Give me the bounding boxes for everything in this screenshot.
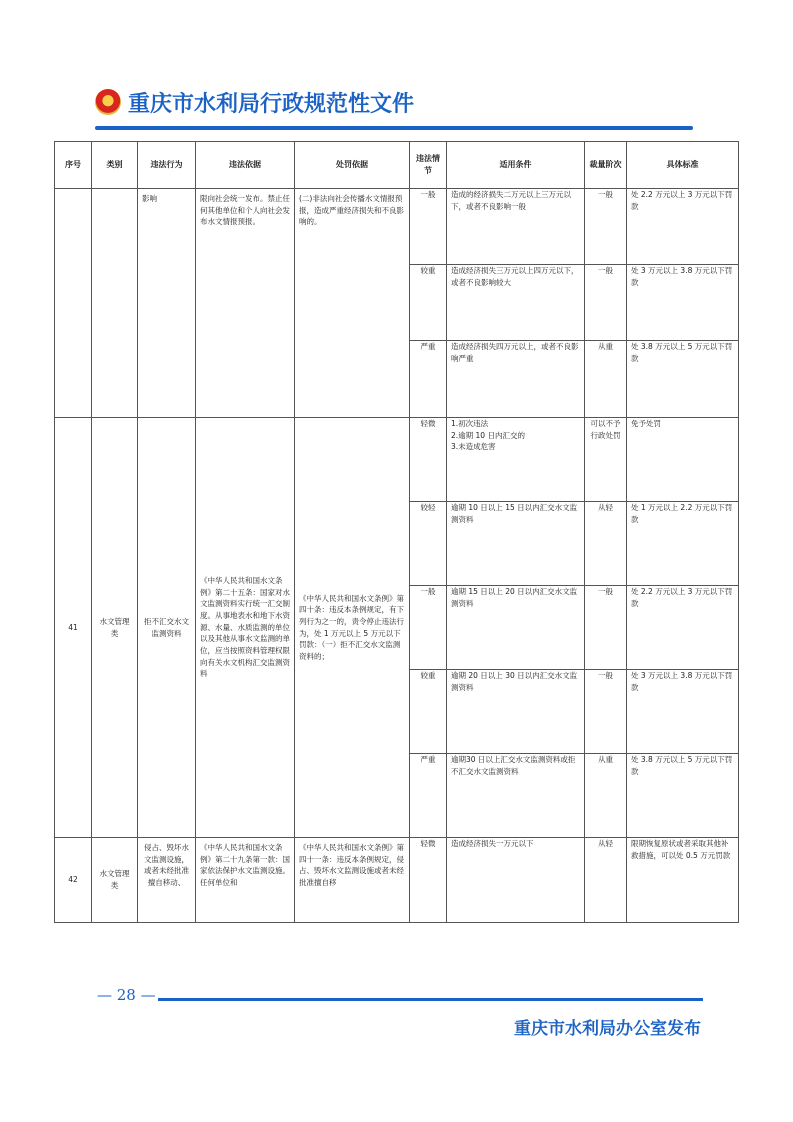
specific-standard: 免予处罚 [627, 418, 739, 502]
applicable-condition: 1.初次违法 2.逾期 10 日内汇交的 3.未造成危害 [447, 418, 585, 502]
discretion-grade: 从轻 [585, 838, 627, 923]
penalty-basis: 《中华人民共和国水文条例》第四十一条：违反本条例规定，侵占、毁坏水文监测设施或者未经批准擅自移 [295, 838, 410, 923]
column-header: 适用条件 [447, 142, 585, 189]
publisher-label: 重庆市水利局办公室发布 [514, 1019, 701, 1039]
column-header: 处罚依据 [295, 142, 410, 189]
column-header: 裁量阶次 [585, 142, 627, 189]
specific-standard: 处 3.8 万元以上 5 万元以下罚款 [627, 341, 739, 418]
table-row [55, 189, 739, 265]
applicable-condition: 逾期 20 日以上 30 日以内汇交水文监测资料 [447, 670, 585, 754]
specific-standard: 处 3 万元以上 3.8 万元以下罚款 [627, 265, 739, 341]
row-number [55, 189, 92, 418]
specific-standard: 处 3.8 万元以上 5 万元以下罚款 [627, 754, 739, 838]
violation-level: 轻微 [410, 838, 447, 923]
violation-level: 严重 [410, 754, 447, 838]
header-title: 重庆市水利局行政规范性文件 [128, 91, 415, 117]
column-header: 序号 [55, 142, 92, 189]
header-rule [95, 126, 693, 130]
discretion-grade: 一般 [585, 265, 627, 341]
applicable-condition: 逾期30 日以上汇交水文监测资料或拒不汇交水文监测资料 [447, 754, 585, 838]
specific-standard: 处 1 万元以上 2.2 万元以下罚款 [627, 502, 739, 586]
page-number [95, 986, 158, 1004]
violation-level: 轻微 [410, 418, 447, 502]
applicable-condition: 造成的经济损失二万元以上三万元以下，或者不良影响一般 [447, 189, 585, 265]
discretion-grade: 一般 [585, 189, 627, 265]
column-header: 违法行为 [138, 142, 196, 189]
specific-standard: 处 2.2 万元以上 3 万元以下罚款 [627, 189, 739, 265]
discretion-grade: 可以不予行政处罚 [585, 418, 627, 502]
applicable-condition: 逾期 15 日以上 20 日以内汇交水文监测资料 [447, 586, 585, 670]
violation-level: 较轻 [410, 502, 447, 586]
applicable-condition: 造成经济损失一万元以下 [447, 838, 585, 923]
table-header-row [55, 142, 739, 189]
violation-level: 一般 [410, 189, 447, 265]
violation-basis: 《中华人民共和国水文条例》第二十九条第一款：国家依法保护水文监测设施。任何单位和 [196, 838, 295, 923]
national-emblem-icon [95, 89, 121, 115]
column-header: 违法依据 [196, 142, 295, 189]
row-number: 42 [55, 838, 92, 923]
violation-level: 严重 [410, 341, 447, 418]
specific-standard: 处 2.2 万元以上 3 万元以下罚款 [627, 586, 739, 670]
row-category: 水文管理类 [92, 838, 138, 923]
table-row [55, 838, 739, 923]
page-number-text: — 28 — [97, 986, 156, 1004]
discretion-grade: 从轻 [585, 502, 627, 586]
applicable-condition: 造成经济损失四万元以上，或者不良影响严重 [447, 341, 585, 418]
table-row [55, 418, 739, 502]
column-header: 违法情节 [410, 142, 447, 189]
violation-level: 较重 [410, 670, 447, 754]
column-header: 具体标准 [627, 142, 739, 189]
penalty-standard-table [54, 141, 739, 923]
discretion-grade: 从重 [585, 341, 627, 418]
row-category: 水文管理类 [92, 418, 138, 838]
violation-level: 一般 [410, 586, 447, 670]
applicable-condition: 逾期 10 日以上 15 日以内汇交水文监测资料 [447, 502, 585, 586]
footer-rule [95, 998, 703, 1001]
penalty-basis: (二)非法向社会传播水文情报预报，造成严重经济损失和不良影响的。 [295, 189, 410, 418]
discretion-grade: 一般 [585, 586, 627, 670]
discretion-grade: 一般 [585, 670, 627, 754]
violation-behavior: 拒不汇交水文监测资料 [138, 418, 196, 838]
column-header: 类别 [92, 142, 138, 189]
violation-behavior: 影响 [138, 189, 196, 418]
violation-basis: 限向社会统一发布。禁止任何其他单位和个人向社会发布水文情报预报。 [196, 189, 295, 418]
discretion-grade: 从重 [585, 754, 627, 838]
violation-behavior: 侵占、毁坏水文监测设施，或者未经批准擅自移动、 [138, 838, 196, 923]
penalty-basis: 《中华人民共和国水文条例》第四十条：违反本条例规定，有下列行为之一的，责令停止违法行为，处 1 万元以上 5 万元以下罚款：（一）拒不汇交水文监测资料的； [295, 418, 410, 838]
applicable-condition: 造成经济损失三万元以上四万元以下，或者不良影响较大 [447, 265, 585, 341]
violation-basis: 《中华人民共和国水文条例》第二十五条：国家对水文监测资料实行统一汇交制度。从事地表水和地下水资源、水量、水质监测的单位以及其他从事水文监测的单位，应当按照资料管理权限向有关水文机构汇交监测资料 [196, 418, 295, 838]
violation-level: 较重 [410, 265, 447, 341]
row-number: 41 [55, 418, 92, 838]
specific-standard: 处 3 万元以上 3.8 万元以下罚款 [627, 670, 739, 754]
specific-standard: 限期恢复原状或者采取其他补救措施，可以处 0.5 万元罚款 [627, 838, 739, 923]
row-category [92, 189, 138, 418]
